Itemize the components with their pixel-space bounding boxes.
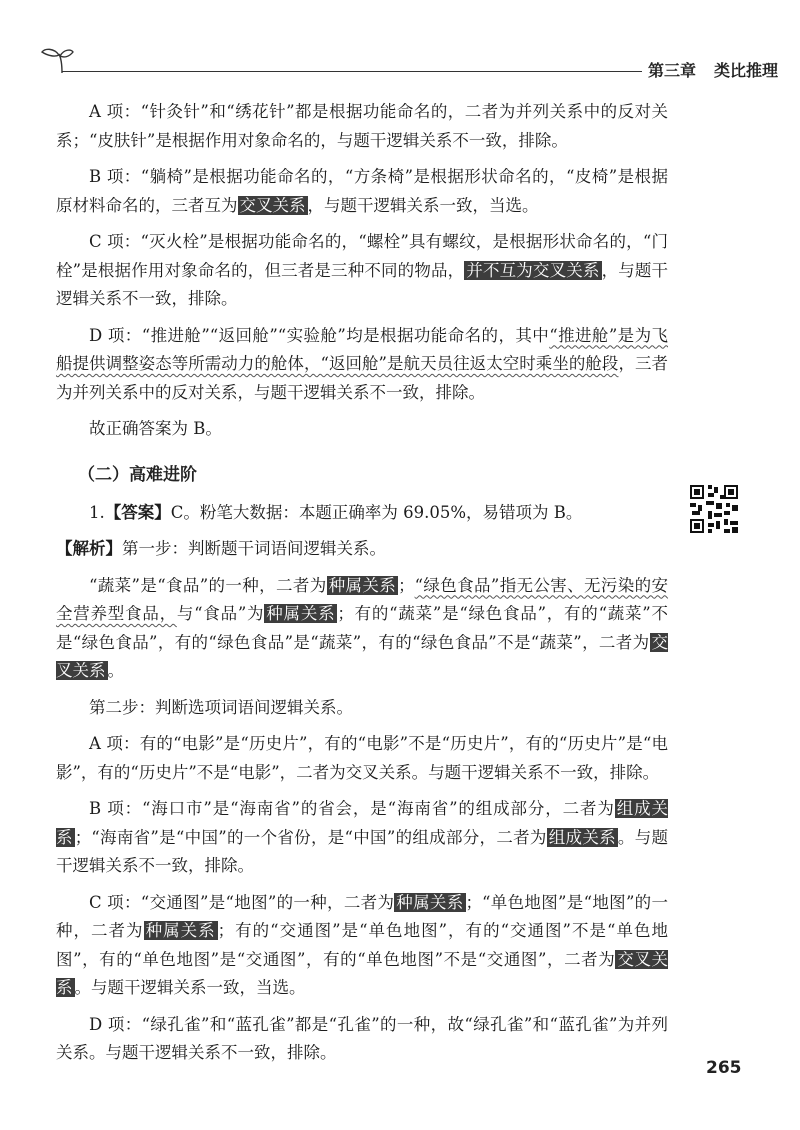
sprout-icon [40,46,74,74]
paragraph-option-c-2 [56,889,668,1003]
highlight-mark: 交叉关系 [56,632,668,680]
text-run: ；“海南省”是“中国”的一个省份，是“中国”的组成部分，二者为 [74,827,547,847]
wavy-underline-text: “推进舱”是为飞船提供调整姿态等所需动力的舱体，“返回舱”是航天员往返太空时乘坐的舱段 [56,325,668,373]
text-run: 。与题干逻辑关系不一致，排除。 [56,827,669,875]
paragraph-option-d [56,322,668,408]
page-content [56,98,668,1076]
analysis-text: 第一步：判断题干词语间逻辑关系。 [122,539,386,558]
text-run: ，与题干逻辑关系一致，当选。 [307,195,539,215]
highlight-mark: 组成关系 [548,827,616,847]
qr-code-icon [688,483,740,535]
paragraph-conclusion: 故正确答案为 B。 [89,419,222,438]
highlight-mark: 种属关系 [266,604,336,623]
answer-text: C。粉笔大数据：本题正确率为 69.05%，易错项为 B。 [170,502,583,522]
paragraph-stem-analysis [56,572,668,686]
text-run: ；有的“蔬菜”是“绿色食品”，有的“蔬菜”不是“绿色食品”，有的“绿色食品”是“蔬菜”，有的“绿色食品”不是“蔬菜”，二者为 [56,604,668,652]
text-run: ；有的“交通图”是“单色地图”，有的“交通图”不是“单色地图”，有的“单色地图”是“交通图”，有的“单色地图”不是“交通图”，二者为 [56,921,669,969]
text-run: “蔬菜”是“食品”的一种，二者为 [89,575,327,595]
text-run: ，与题干逻辑关系不一致，排除。 [56,260,669,308]
text-run: 与“食品”为 [176,604,265,623]
answer-label: 【答案】 [104,502,171,522]
highlight-mark: 种属关系 [145,921,216,940]
text-run: B 项：“躺椅”是根据功能命名的，“方条椅”是根据形状命名的，“皮椅”是根据原材料命名的，三者互为 [56,167,668,215]
page-number: 265 [706,1058,742,1078]
paragraph-option-a: A 项：“针灸针”和“绣花针”都是根据功能命名的，二者为并列关系中的反对关系；“皮肤针”是根据作用对象命名的，与题干逻辑关系不一致，排除。 [56,102,668,150]
paragraph-option-c [56,228,668,314]
wavy-underline-text: “绿色食品”指无公害、无污染的安全营养型食品， [56,575,669,623]
text-run: B 项：“海口市”是“海南省”的省会，是“海南省”的组成部分，二者为 [89,799,615,818]
text-run: ，三者为并列关系中的反对关系，与题干逻辑关系不一致，排除。 [56,354,668,402]
paragraph-option-b-2 [56,795,668,881]
highlight-mark: 交叉关系 [56,949,669,997]
text-run: 。 [107,661,124,680]
chapter-title: 类比推理 [714,61,779,80]
page-header [0,0,800,90]
paragraph-option-b [56,163,668,220]
highlight-mark: 种属关系 [328,575,397,595]
paragraph-option-a-2: A 项：有的“电影”是“历史片”，有的“电影”不是“历史片”，有的“历史片”是“电影”，有的“历史片”不是“电影”，二者为交叉关系。与题干逻辑关系不一致，排除。 [56,734,668,782]
text-run: ； [398,575,415,595]
analysis-step-one [56,535,668,564]
analysis-step-two: 第二步：判断选项词语间逻辑关系。 [89,697,353,717]
analysis-label: 【解析】 [56,539,122,558]
question-answer [56,499,668,528]
text-run: 。与题干逻辑关系一致，当选。 [74,978,306,997]
text-run: ；“单色地图”是“地图”的一种，二者为 [56,892,668,940]
highlight-mark: 交叉关系 [239,195,306,215]
highlight-mark: 并不互为交叉关系 [466,260,600,280]
highlight-mark: 组成关系 [56,799,669,847]
highlight-mark: 种属关系 [396,892,464,912]
text-run: C 项：“交通图”是“地图”的一种，二者为 [89,892,395,912]
text-run: D 项：“推进舱”“返回舱”“实验舱”均是根据功能命名的，其中 [89,325,550,345]
paragraph-option-d-2: D 项：“绿孔雀”和“蓝孔雀”都是“孔雀”的一种，故“绿孔雀”和“蓝孔雀”为并列关系。与题干逻辑关系不一致，排除。 [56,1014,668,1062]
text-run: C 项：“灭火栓”是根据功能命名的，“螺栓”具有螺纹，是根据形状命名的，“门栓”是根据作用对象命名的，但三者是三种不同的物品， [56,232,668,280]
chapter-number: 第三章 [648,61,697,80]
chapter-heading [648,58,778,81]
question-number: 1. [89,502,105,522]
section-title: （二）高难进阶 [78,464,197,485]
header-rule [62,71,642,72]
